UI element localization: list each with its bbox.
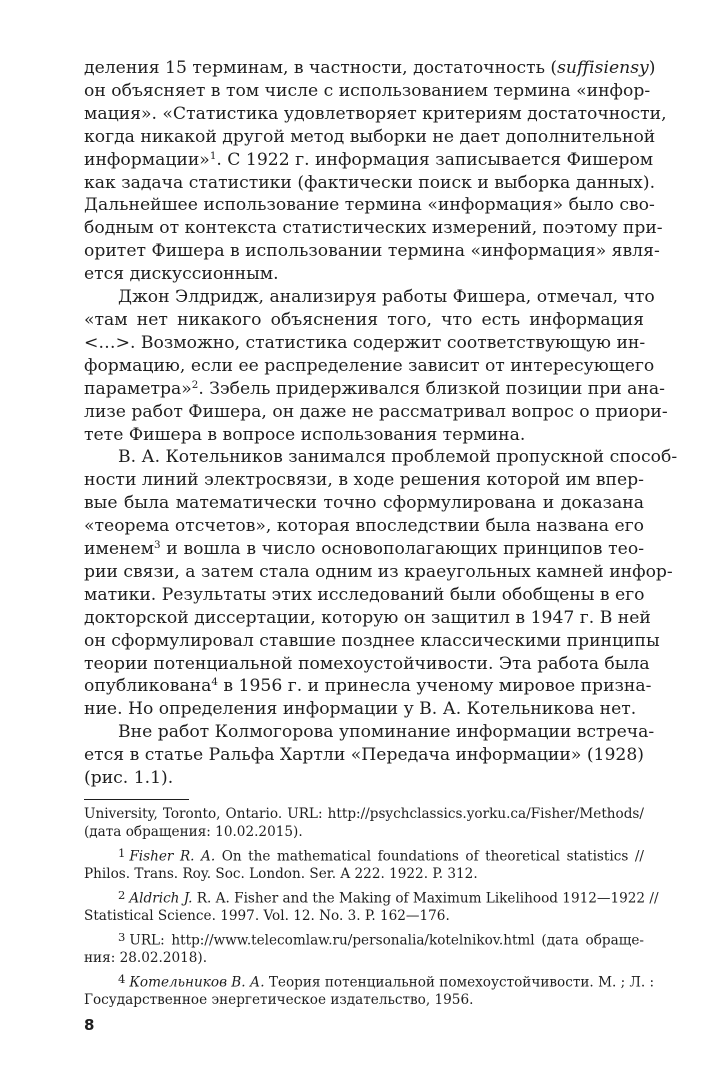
footnote-divider — [84, 799, 189, 800]
footnote-ref-3[interactable]: 3 — [154, 538, 161, 551]
footnote-number: 4 — [118, 971, 126, 986]
page-number: 8 — [84, 1016, 95, 1034]
footnote-url[interactable]: URL: http://www.telecomlaw.ru/personalia/kotelnikov.html (дата обраще- — [129, 932, 644, 949]
footnote-number: 2 — [118, 887, 126, 902]
footnote-ref-1[interactable]: 1 — [209, 149, 217, 162]
footnote-2: 2 Aldrich J. R. A. Fisher and the Making of Maximum Likelihood 1912—1922 // Statistical Science. 1997. Vol. 12. No. 3. P. 162—176. — [84, 887, 659, 924]
footnote-4: 4 Котельников В. А. Теория потенциальной помехоустойчивости. М. ; Л. : Государственное энергетическое издательство, 1956. — [84, 971, 655, 1008]
footnote-author: Aldrich J. — [129, 890, 193, 907]
paragraph-4: Вне работ Колмогорова упоминание информации встреча- ется в статье Ральфа Хартли «Передача информации» (1928) (рис. 1.1). — [84, 722, 655, 789]
footnote-1: 1 Fisher R. A. On the mathematical foundations of theoretical statistics // Philos. Trans. Roy. Soc. London. Ser. A 222. 1922. P. 312. — [84, 845, 644, 882]
paragraph-2: Джон Элдридж, анализируя работы Фишера, отмечал, что «там нет никакого объяснения того, что есть информация <…>. Возможно, статистика содержит соответствующую ин- формацию, если ее распределение зависит от интересующего параметра»$^2$. Зэбель придерживался близкой позиции при ана- лизе работ Фишера, он даже не рассматривал вопрос о приори- тете Фишера в вопросе использования термина. — [84, 287, 668, 445]
footnote-number: 3 — [118, 929, 126, 944]
paragraph-1: деления 15 терминам, в частности, достаточность (suffisiensy) он объясняет в том числе с использованием термина «инфор- мация». «Статистика удовлетворяет критериям достаточности, когда никакой другой метод выборки не дает дополнительной информации»$^1$. С 1922 г. информация записывается Фишером как задача статистики (фактически поиск и выборка данных). Дальнейшее использование термина «информация» было сво- бодным от контекста статистических измерений, поэтому при- оритет Фишера в использовании термина «информация» явля- ется дискуссионным. — [84, 58, 667, 285]
paragraph-3: В. А. Котельников занимался проблемой пропускной способ- ности линий электросвязи, в ходе решения которой им впер- вые была математически точно сформулирована и доказана «теорема отсчетов», которая впоследствии была названа его именем$^3$ и вошла в число основополагающих принципов тео- рии связи, а затем стала одним из краеугольных камней инфор- матики. Результаты этих исследований были обобщены в его докторской диссертации, которую он защитил в 1947 г. В ней он сформулировал ставшие позднее классическими принципы теории потенциальной помехоустойчивости. Эта работа была опубликована$^4$ в 1956 г. и принесла ученому мировое призна- ние. Но определения информации у В. А. Котельникова нет. — [84, 447, 678, 720]
footnote-author: Котельников В. А. — [129, 974, 265, 991]
footnote-author: Fisher R. A. — [129, 848, 216, 865]
footnote-number: 1 — [118, 845, 126, 860]
body-text — [84, 57, 678, 790]
term-suffisiensy: suffisiensy — [557, 58, 649, 78]
footnotes — [84, 806, 659, 1013]
footnote-3: 3 URL: http://www.telecomlaw.ru/personalia/kotelnikov.html (дата обраще- ния: 28.02.2018). — [84, 929, 644, 966]
footnote-continued: University, Toronto, Ontario. URL: http://psychclassics.yorku.ca/Fisher/Methods/ (дата обращения: 10.02.2015). — [84, 806, 644, 840]
footnote-ref-4[interactable]: 4 — [211, 676, 218, 689]
footnote-ref-2[interactable]: 2 — [191, 378, 199, 391]
